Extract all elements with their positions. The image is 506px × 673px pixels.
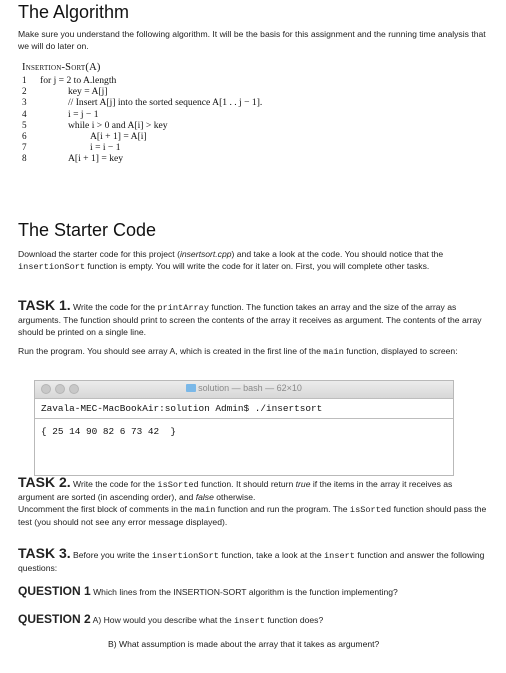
line-number: 6: [22, 130, 27, 141]
pseudocode-line: [22, 153, 382, 164]
line-code: A[i + 1] = key: [68, 153, 124, 165]
insert-fn: insert: [324, 551, 355, 561]
terminal-title: solution — bash — 62×10: [35, 383, 453, 393]
print-array-fn: printArray: [157, 303, 209, 313]
section-title-algorithm: The Algorithm: [18, 2, 130, 22]
line-number: 1: [22, 75, 27, 85]
line-code: // Insert A[j] into the sorted sequence A[1 . . j − 1].: [68, 97, 263, 109]
pseudocode-line: [22, 86, 382, 97]
is-sorted-fn: isSorted: [157, 480, 199, 490]
task2-paragraph: TASK 2. Write the code for the isSorted function. It should return true if the items in the array it receives as argument are sorted (in ascending order), and false otherwise. Uncomment the first block of comments in the main function and run the program. The isSorted function should pass the test (you should not see any error message displayed).: [18, 474, 487, 527]
insertion-sort-fn: insertionSort: [18, 262, 86, 272]
question1-heading: QUESTION 1: [18, 584, 91, 598]
pseudocode-line: [22, 109, 382, 120]
line-code: for j = 2 to A.length: [40, 75, 117, 86]
pseudocode-block: [22, 62, 382, 165]
pseudocode-line: [22, 97, 382, 108]
question2-heading: QUESTION 2: [18, 612, 91, 626]
task1-paragraph: TASK 1. Write the code for the printArray function. The function takes an array and the size of the array as arguments. The function should print to screen the contents of the array it receives as argument. The contents of the array should be printed on a single line.: [18, 297, 482, 337]
starter-code-paragraph: Download the starter code for this project (insertsort.cpp) and take a look at the code. You should notice that the insertionSort function is empty. You will write the code for it later on. First, you will complete other tasks.: [18, 249, 444, 272]
pseudocode-line: [22, 142, 382, 153]
terminal-title-bar: [35, 381, 453, 399]
terminal-divider: [35, 418, 453, 419]
section-title-starter-code: The Starter Code: [18, 220, 157, 240]
is-sorted-fn: isSorted: [349, 505, 392, 515]
line-number: 2: [22, 86, 27, 97]
line-number: 5: [22, 119, 27, 130]
question2-part-b: B) What assumption is made about the array that it takes as argument?: [108, 638, 380, 649]
false-keyword: false: [195, 492, 214, 502]
task3-paragraph: TASK 3. Before you write the insertionSort function, take a look at the insert function and answer the following questions:: [18, 545, 485, 573]
pseudocode-title: Insertion-Sort(A): [22, 62, 101, 73]
line-code: A[i + 1] = A[i]: [90, 130, 147, 142]
main-fn: main: [194, 505, 216, 515]
question2-paragraph: QUESTION 2 A) How would you describe what the insert function does?: [18, 612, 324, 626]
line-code: i = j − 1: [68, 108, 99, 120]
line-code: while i > 0 and A[i] > key: [68, 119, 168, 131]
question1-paragraph: QUESTION 1 Which lines from the INSERTION-SORT algorithm is the function implementing?: [18, 584, 398, 598]
line-number: 7: [22, 142, 27, 153]
terminal-window: [34, 380, 454, 476]
task3-heading: TASK 3.: [18, 545, 71, 561]
task2-heading: TASK 2.: [18, 474, 71, 490]
terminal-body[interactable]: [35, 399, 453, 442]
terminal-prompt: Zavala-MEC-MacBookAir:solution Admin$ ./insertsort: [41, 403, 323, 414]
main-fn: main: [323, 347, 344, 357]
line-code: key = A[j]: [68, 86, 108, 98]
pseudocode-line: [22, 131, 382, 142]
line-number: 3: [22, 97, 27, 108]
pseudocode-line: [22, 75, 382, 86]
starter-file-name: insertsort.cpp: [179, 249, 232, 259]
task1-heading: TASK 1.: [18, 297, 71, 313]
insertion-sort-fn: insertionSort: [151, 551, 219, 561]
true-keyword: true: [295, 479, 311, 489]
algorithm-intro: Make sure you understand the following algorithm. It will be the basis for this assignment and the running time analysis that we will do later on.: [18, 29, 486, 51]
task1-run-paragraph: Run the program. You should see array A, which is created in the first line of the main function, displayed to screen:: [18, 346, 458, 357]
line-code: i = i − 1: [90, 142, 121, 154]
folder-icon: [186, 384, 196, 392]
line-number: 8: [22, 153, 27, 164]
pseudocode-line: [22, 120, 382, 131]
terminal-output: { 25 14 90 82 6 73 42 }: [41, 426, 177, 437]
line-number: 4: [22, 108, 27, 119]
insert-fn: insert: [234, 616, 265, 626]
